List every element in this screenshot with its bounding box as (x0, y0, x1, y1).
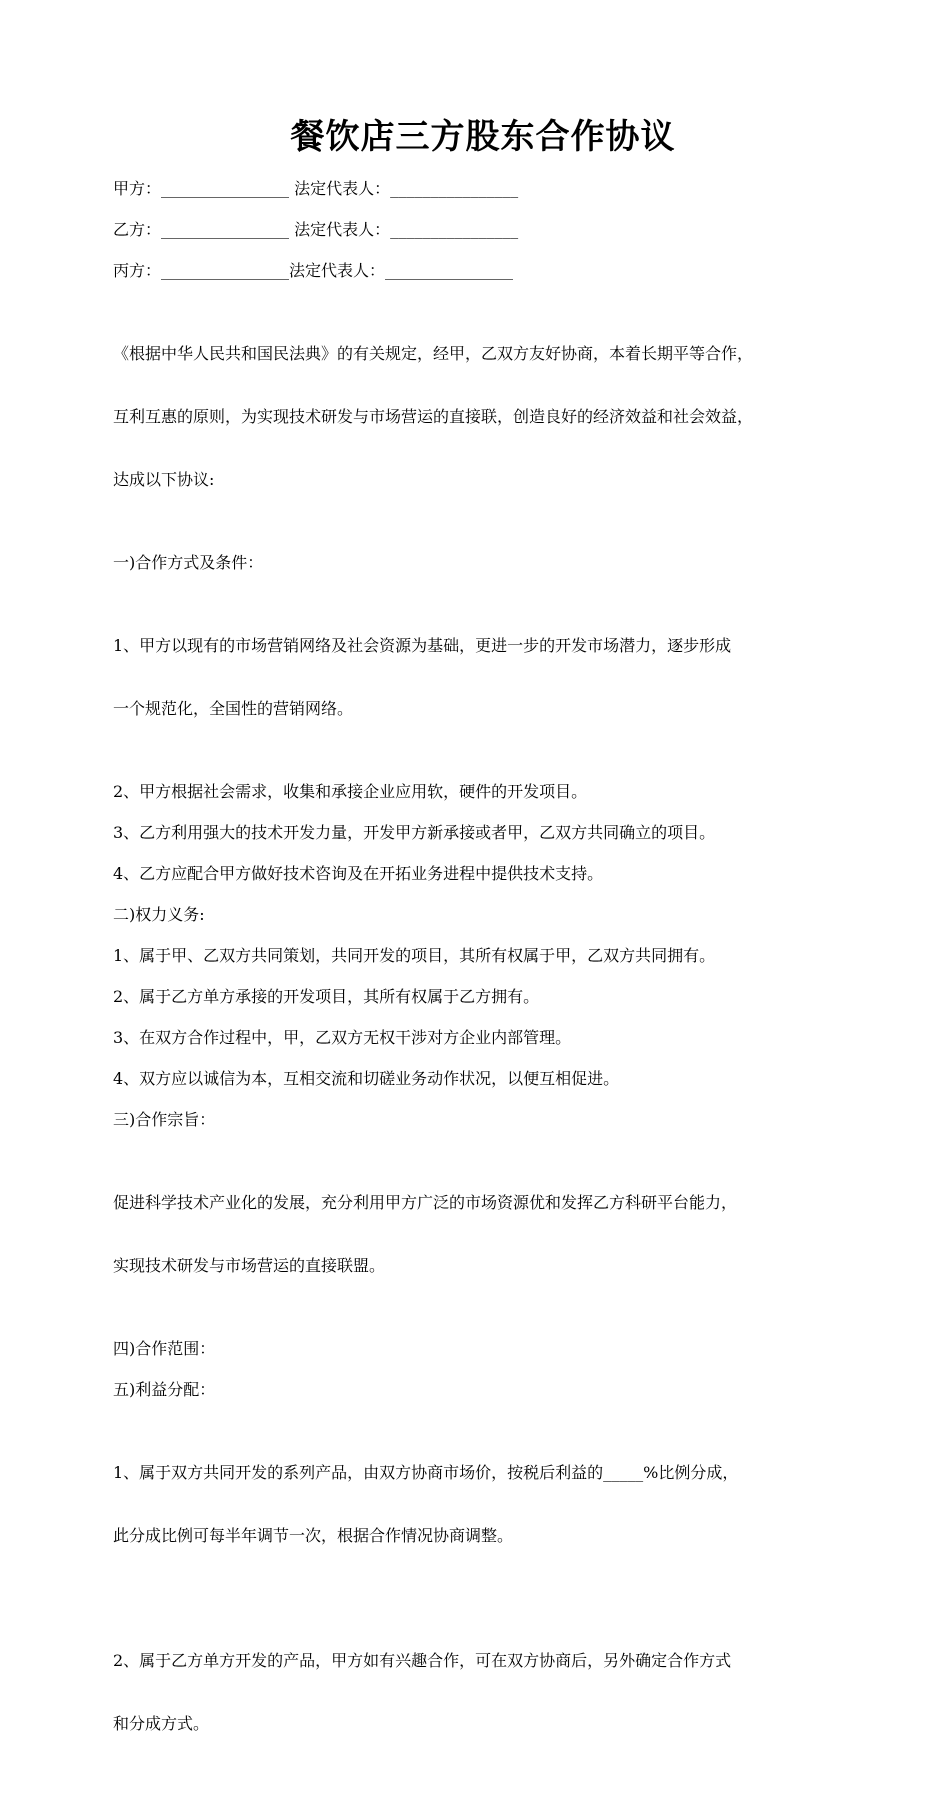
intro-line-3: 达成以下协议: (113, 470, 215, 489)
section-3-body-line-1: 促进科学技术产业化的发展，充分利用甲方广泛的市场资源优和发挥乙方科研平台能力， (113, 1193, 738, 1212)
section-4-heading: 四)合作范围： (113, 1339, 216, 1358)
party-c-line: 丙方：________________法定代表人：________________ (113, 261, 514, 280)
section-5-item-2-line-2: 和分成方式。 (113, 1714, 210, 1733)
section-1-heading: 一)合作方式及条件： (113, 553, 264, 572)
section-2-item-1: 1、属于甲、乙双方共同策划，共同开发的项目，其所有权属于甲，乙双方共同拥有。 (113, 946, 716, 965)
section-1-item-3: 3、乙方利用强大的技术开发力量，开发甲方新承接或者甲，乙双方共同确立的项目。 (113, 823, 716, 842)
section-5-item-2 (113, 1608, 853, 1776)
section-5-item-2-line-1: 2、属于乙方单方开发的产品，甲方如有兴趣合作，可在双方协商后，另外确定合作方式 (113, 1651, 732, 1670)
intro-paragraph (113, 301, 853, 532)
section-3-body-line-2: 实现技术研发与市场营运的直接联盟。 (113, 1256, 386, 1275)
section-2-heading: 二)权力义务: (113, 905, 205, 924)
section-1-item-1-line-1: 1、甲方以现有的市场营销网络及社会资源为基础，更进一步的开发市场潜力，逐步形成 (113, 636, 732, 655)
section-1-item-2: 2、甲方根据社会需求，收集和承接企业应用软，硬件的开发项目。 (113, 782, 588, 801)
section-5-item-1-line-1: 1、属于双方共同开发的系列产品，由双方协商市场价，按税后利益的_____%比例分成， (113, 1463, 739, 1482)
document-title: 餐饮店三方股东合作协议 (290, 117, 676, 157)
section-5-heading: 五)利益分配： (113, 1380, 216, 1399)
section-5-item-1-line-2: 此分成比例可每半年调节一次，根据合作情况协商调整。 (113, 1526, 514, 1545)
section-2-item-4: 4、双方应以诚信为本，互相交流和切磋业务动作状况，以便互相促进。 (113, 1069, 620, 1088)
section-1-item-1 (113, 593, 853, 761)
party-a-line: 甲方：________________ 法定代表人：________________ (113, 179, 519, 198)
document-page (113, 108, 853, 1796)
intro-line-1: 《根据中华人民共和国民法典》的有关规定，经甲，乙双方友好协商，本着长期平等合作， (113, 344, 754, 363)
section-3-body (113, 1150, 853, 1318)
section-2-item-3: 3、在双方合作过程中，甲，乙双方无权干涉对方企业内部管理。 (113, 1028, 572, 1047)
section-1-item-4: 4、乙方应配合甲方做好技术咨询及在开拓业务进程中提供技术支持。 (113, 864, 604, 883)
intro-line-2: 互利互惠的原则，为实现技术研发与市场营运的直接联，创造良好的经济效益和社会效益， (113, 407, 754, 426)
section-1-item-1-line-2: 一个规范化，全国性的营销网络。 (113, 699, 354, 718)
section-2-item-2: 2、属于乙方单方承接的开发项目，其所有权属于乙方拥有。 (113, 987, 540, 1006)
section-5-item-1 (113, 1420, 853, 1588)
party-b-line: 乙方：________________ 法定代表人：________________ (113, 220, 519, 239)
section-3-heading: 三)合作宗旨： (113, 1110, 216, 1129)
